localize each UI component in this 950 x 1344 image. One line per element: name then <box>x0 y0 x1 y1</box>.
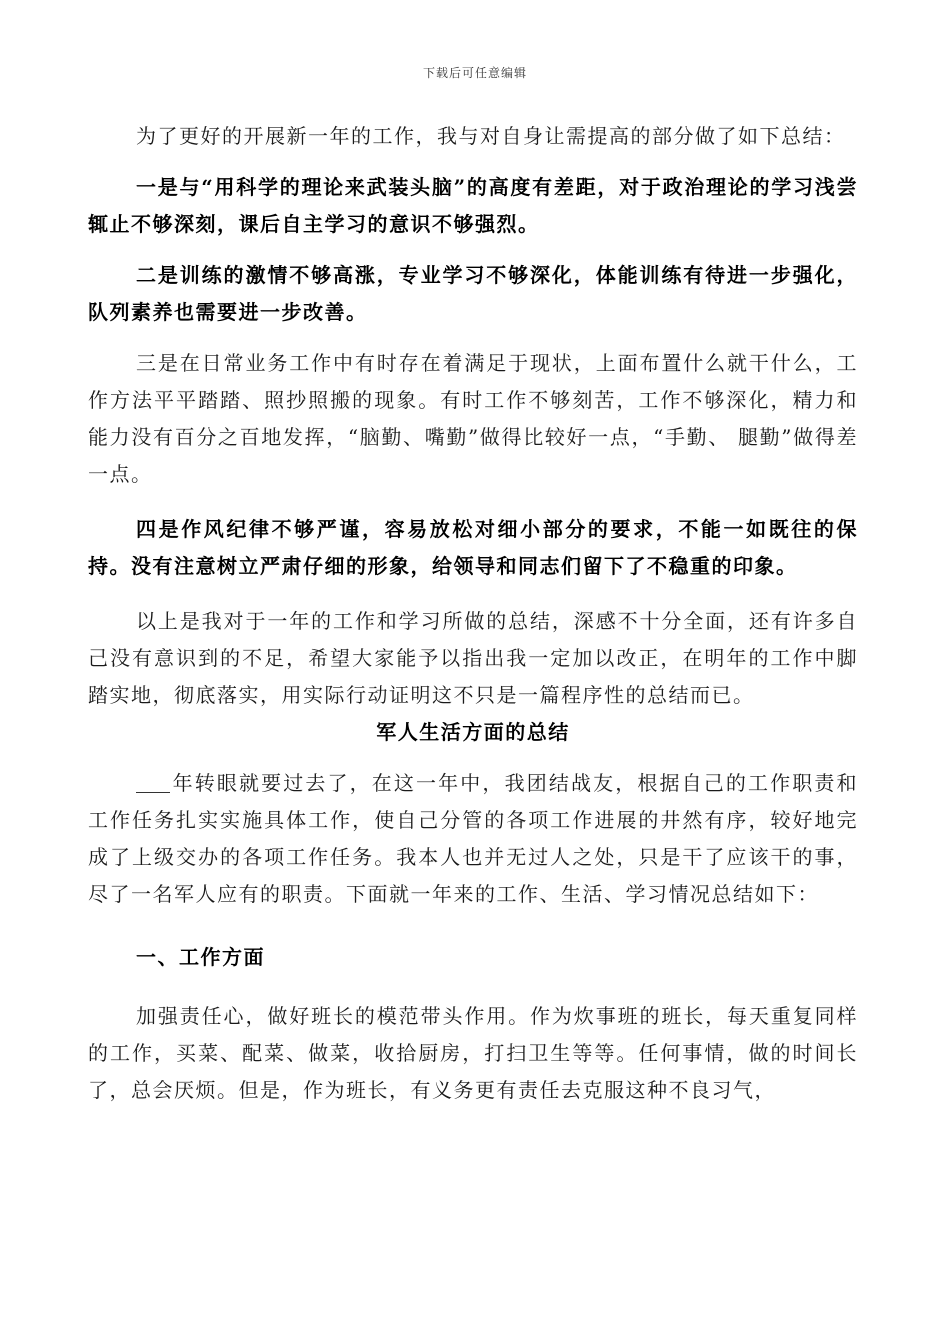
section-title: 军人生活方面的总结 <box>376 720 570 744</box>
point-four-paragraph: 四是作风纪律不够严谨，容易放松对细小部分的要求，不能一如既往的保持。没有注意树立严肃仔细的形象，给领导和同志们留下了不稳重的印象。 <box>88 517 858 578</box>
conclusion-paragraph: 以上是我对于一年的工作和学习所做的总结，深感不十分全面，还有许多自己没有意识到的不足，希望大家能予以指出我一定加以改正，在明年的工作中脚踏实地，彻底落实，用实际行动证明这不只是一篇程序性的总结而已。 <box>88 609 858 707</box>
point-three-paragraph: 三是在日常业务工作中有时存在着满足于现状，上面布置什么就干什么，工作方法平平踏踏、照抄照搬的现象。有时工作不够刻苦，工作不够深化，精力和能力没有百分之百地发挥，“脑勤、嘴勤”做得比较好一点，“手勤、 腿勤”做得差一点。 <box>88 351 858 486</box>
point-one-paragraph: 一是与“用科学的理论来武装头脑”的高度有差距，对于政治理论的学习浅尝辄止不够深刻，课后自主学习的意识不够强烈。 <box>88 175 858 236</box>
opening-paragraph <box>88 765 858 913</box>
work-heading: 一、工作方面 <box>136 945 265 969</box>
work-paragraph: 加强责任心，做好班长的模范带头作用。作为炊事班的班长，每天重复同样的工作，买菜、配菜、做菜，收拾厨房，打扫卫生等等。任何事情，做的时间长了，总会厌烦。但是，作为班长，有义务更有责任去克服这种不良习气， <box>88 1004 858 1102</box>
document-body <box>88 118 858 1109</box>
intro-paragraph: 为了更好的开展新一年的工作，我与对自身让需提高的部分做了如下总结： <box>136 124 846 148</box>
opening-text: 年转眼就要过去了，在这一年中，我团结战友，根据自己的工作职责和工作任务扎实实施具体工作，使自己分管的各项工作进展的井然有序，较好地完成了上级交办的各项工作任务。我本人也并无过人之处，只是干了应该干的事，尽了一名军人应有的职责。下面就一年来的工作、生活、学习情况总结如下： <box>88 771 858 906</box>
point-two-paragraph: 二是训练的激情不够高涨，专业学习不够深化，体能训练有待进一步强化，队列素养也需要进一步改善。 <box>88 263 858 324</box>
page-header-note: 下载后可任意编辑 <box>422 66 527 80</box>
year-blank-underline <box>136 772 170 793</box>
